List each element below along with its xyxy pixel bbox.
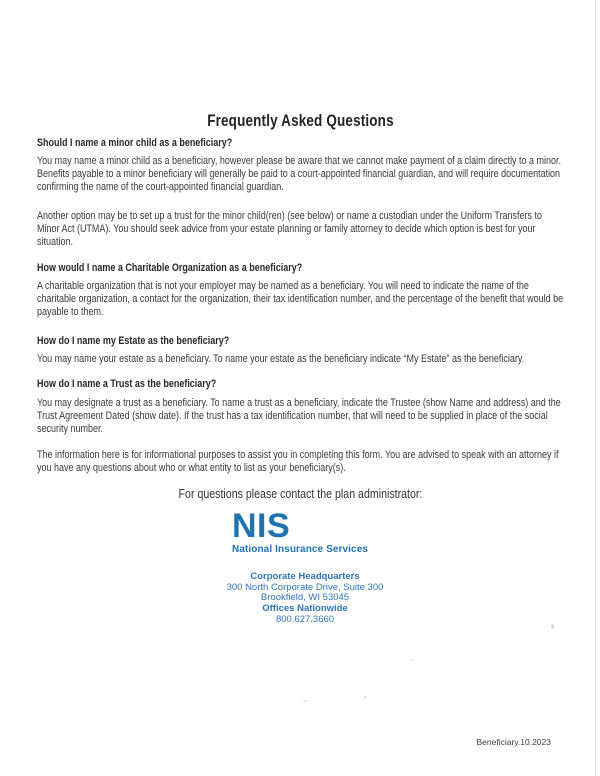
faq-question: How would I name a Charitable Organization as a beneficiary?: [37, 262, 303, 274]
faq-answer-paragraph: Another option may be to set up a trust for the minor child(ren) (see below) or name a custodian under the Uniform Transfers to Minor Act (UTMA). You should seek advice from your estate planning or family attorney to decide which option is best for your situation.: [37, 210, 545, 248]
faq-question: Should I name a minor child as a beneficiary?: [37, 137, 233, 149]
address-heading: Corporate Headquarters: [250, 571, 360, 582]
faq-section: [37, 335, 564, 366]
document-code: Beneficiary.10.2023: [476, 737, 551, 747]
nis-logo-acronym: NIS: [231, 507, 291, 545]
page-title: Frequently Asked Questions: [207, 112, 394, 130]
nis-logo-tagline: National Insurance Services: [231, 544, 369, 555]
contact-intro: For questions please contact the plan administrator:: [178, 486, 423, 501]
faq-answer-paragraph: A charitable organization that is not your employer may be named as a beneficiary. You will need to indicate the name of the charitable organization, a contact for the organization, their tax identification number, and the percentage of the benefit that would be payable to them.: [37, 280, 566, 318]
scan-speck-artifact: [303, 700, 307, 702]
address-subheading: Offices Nationwide: [262, 603, 348, 615]
faq-question: How do I name my Estate as the beneficiary?: [37, 335, 230, 347]
faq-question: How do I name a Trust as the beneficiary?: [37, 378, 217, 390]
faq-answer-paragraph: You may name your estate as a beneficiary. To name your estate as the beneficiary indicate “My Estate” as the beneficiary.: [37, 353, 525, 365]
nis-logo: [0, 507, 600, 555]
document-body: [37, 0, 567, 501]
scan-speck-artifact: [551, 624, 554, 629]
contact-address-block: [5, 572, 600, 626]
faq-answer-paragraph: You may designate a trust as a beneficiary. To name a trust as a beneficiary, indicate the Trustee (show Name and address) and the Trust Agreement Dated (show date). If the trust has a tax identification number, that will need to be supplied in place of the social security number.: [37, 397, 564, 435]
scan-speck-artifact: [364, 696, 367, 698]
faq-answer-paragraph: You may name a minor child as a beneficiary, however please be aware that we cannot make payment of a claim directly to a minor. Benefits payable to a minor beneficiary will generally be paid to a court-appointed financial guardian, and will require documentation confirming the name of the court-appointed financial guardian.: [37, 155, 567, 193]
address-phone: 800.627.3660: [275, 613, 335, 625]
faq-section: [37, 137, 567, 249]
faq-section: [37, 378, 564, 436]
scan-speck-artifact: [411, 659, 414, 661]
address-line-2: Brookfield, WI 53045: [260, 592, 350, 604]
faq-section: [37, 262, 564, 319]
address-line-1: 300 North Corporate Drive, Suite 300: [226, 581, 384, 593]
scan-edge-artifact: [595, 0, 597, 776]
closing-note: The information here is for informational purposes to assist you in completing this form. You are advised to speak with an attorney if you have any questions about who or what entity to list as your beneficiary(s).: [37, 449, 562, 474]
